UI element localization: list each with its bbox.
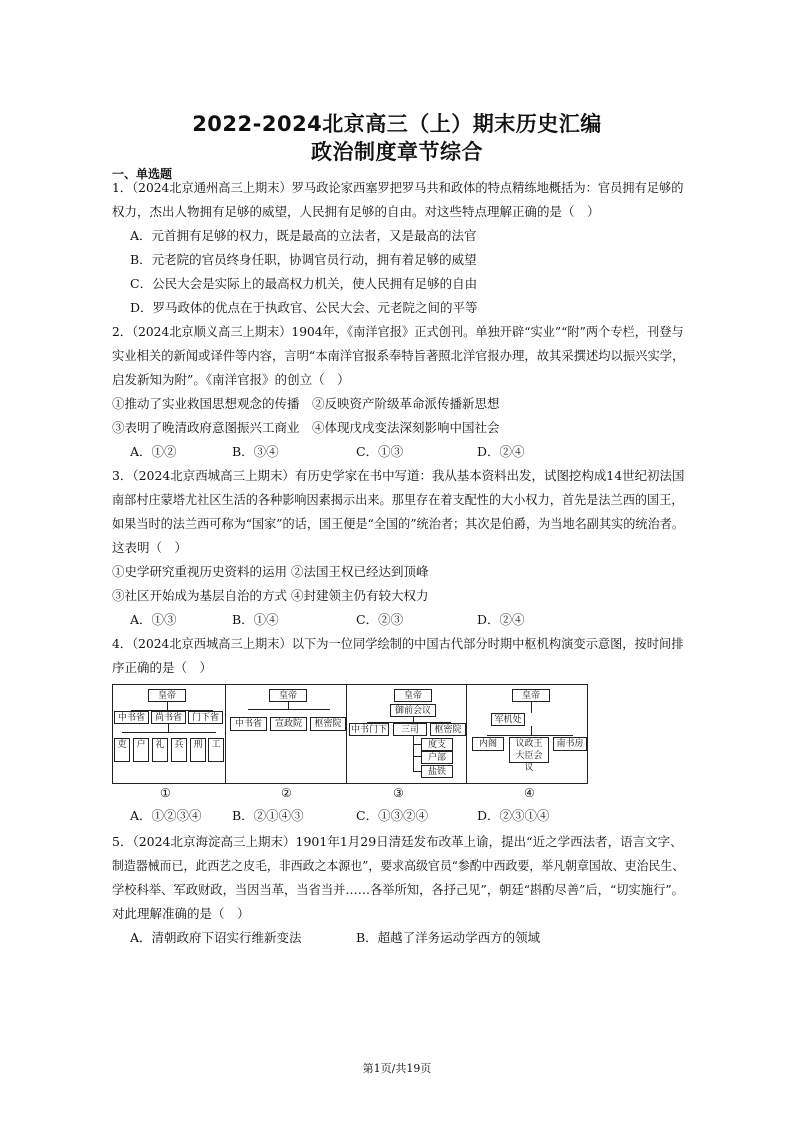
diagram-label-4: ④ xyxy=(524,786,535,800)
question-1-option-b: B．元老院的官员终身任职，协调官员行动，拥有着足够的威望 xyxy=(130,252,477,267)
question-3-option-c: C．②③ xyxy=(356,612,404,627)
question-2-option-c: C．①③ xyxy=(356,444,404,459)
council-box: 御前会议 xyxy=(390,704,436,717)
sub-office-box: 盐铁 xyxy=(421,765,453,778)
question-4-option-d: D．②③①④ xyxy=(477,808,550,823)
ministry-box: 户 xyxy=(133,738,149,762)
ministry-box: 工 xyxy=(208,738,224,762)
institution-diagram xyxy=(112,684,588,784)
diagram-panel-4 xyxy=(466,685,587,783)
office-box: 南书房 xyxy=(553,737,587,751)
question-3-text: 南部村庄蒙塔尤社区生活的各种影响因素揭示出来。那里存在着支配性的大小权力，首先是法兰西的国王， xyxy=(112,492,684,507)
question-4-text: 4．（2024北京西城高三上期末）以下为一位同学绘制的中国古代部分时期中枢机构演变示意图，按时间排 xyxy=(112,636,684,651)
question-3-statements: ①史学研究重视历史资料的运用 ②法国王权已经达到顶峰 xyxy=(112,564,429,579)
office-box: 三司 xyxy=(393,723,427,736)
office-box: 中书省 xyxy=(114,711,149,724)
question-3-statements: ③社区开始成为基层自治的方式 ④封建领主仍有较大权力 xyxy=(112,588,429,603)
ministry-box: 吏 xyxy=(114,738,130,762)
office-box: 枢密院 xyxy=(310,717,346,731)
office-box: 门下省 xyxy=(188,711,223,724)
office-box: 中书省 xyxy=(230,717,267,731)
question-1-option-c: C．公民大会是实际上的最高权力机关，使人民拥有足够的自由 xyxy=(130,276,478,291)
question-4-option-b: B．②①④③ xyxy=(232,808,304,823)
question-2-text: 启发新知为附”。《南洋官报》的创立（ ） xyxy=(112,372,350,387)
emperor-box: 皇帝 xyxy=(394,689,432,702)
question-2-text: 2．（2024北京顺义高三上期末）1904年，《南洋官报》正式创刊。单独开辟“实业”“附”两个专栏，刊登与 xyxy=(112,324,684,339)
diagram-label-2: ② xyxy=(281,786,292,800)
question-5-text: 制造器械而已，此西艺之皮毛，非西政之本源也”，要求高级官员“参酌中西政要，举凡朝章国故、吏治民生、 xyxy=(112,858,685,873)
diagram-label-3: ③ xyxy=(393,786,404,800)
question-3-text: 这表明（ ） xyxy=(112,540,188,555)
question-5-text: 对此理解准确的是（ ） xyxy=(112,906,250,921)
question-1-option-a: A．元首拥有足够的权力，既是最高的立法者，又是最高的法官 xyxy=(130,228,477,243)
council-box: 军机处 xyxy=(491,713,525,726)
question-1-text: 权力，杰出人物拥有足够的威望，人民拥有足够的自由。对这些特点理解正确的是（ ） xyxy=(112,204,600,219)
ministry-box: 礼 xyxy=(152,738,168,762)
question-5-text: 5．（2024北京海淀高三上期末）1901年1月29日清廷发布改革上谕，提出“近之学西法者，语言文字、 xyxy=(112,834,683,849)
question-4-text: 序正确的是（ ） xyxy=(112,660,213,675)
question-2-statements: ①推动了实业救国思想观念的传播 ②反映资产阶级革命派传播新思想 xyxy=(112,396,500,411)
diagram-panel-3 xyxy=(346,685,466,783)
question-1-option-d: D．罗马政体的优点在于执政官、公民大会、元老院之间的平等 xyxy=(130,300,478,315)
office-box: 中书门下 xyxy=(350,725,387,735)
question-4-option-c: C．①③②④ xyxy=(356,808,429,823)
document-subtitle: 政治制度章节综合 xyxy=(311,140,483,164)
question-4-option-a: A．①②③④ xyxy=(130,808,202,823)
ministry-box: 刑 xyxy=(190,738,206,762)
question-5-option-b: B．超越了洋务运动学西方的领域 xyxy=(356,930,541,945)
sub-office-box: 度支 xyxy=(421,738,453,751)
question-2-statements: ③表明了晚清政府意图振兴工商业 ④体现戊戌变法深刻影响中国社会 xyxy=(112,420,500,435)
emperor-box: 皇帝 xyxy=(269,689,307,702)
office-box: 宣政院 xyxy=(270,717,307,731)
question-3-option-b: B．①④ xyxy=(232,612,279,627)
emperor-box: 皇帝 xyxy=(512,689,550,702)
office-box: 枢密院 xyxy=(430,723,466,736)
question-3-option-d: D．②④ xyxy=(477,612,525,627)
emperor-box: 皇帝 xyxy=(148,689,186,702)
office-box: 议政王大臣会议 xyxy=(509,737,549,763)
document-title: 2022-2024北京高三（上）期末历史汇编 xyxy=(192,112,602,136)
question-1-text: 1．（2024北京通州高三上期末）罗马政论家西塞罗把罗马共和政体的特点精练地概括为：官员拥有足够的 xyxy=(112,180,684,195)
page-footer: 第1页/共19页 xyxy=(362,1062,432,1075)
sub-office-box: 户部 xyxy=(421,751,453,764)
diagram-panel-2 xyxy=(225,685,346,783)
question-2-option-d: D．②④ xyxy=(477,444,525,459)
ministry-box: 兵 xyxy=(171,738,187,762)
question-2-text: 实业相关的新闻或译件等内容，言明“本南洋官报系奉特旨著照北洋官报办理，故其采撰述均以振兴实学， xyxy=(112,348,685,363)
diagram-panel-1 xyxy=(113,685,225,783)
question-3-option-a: A．①③ xyxy=(130,612,177,627)
office-box: 内阁 xyxy=(472,737,504,751)
question-5-option-a: A．清朝政府下诏实行维新变法 xyxy=(130,930,302,945)
question-3-text: 3．（2024北京西城高三上期末）有历史学家在书中写道：我从基本资料出发，试图挖构成14世纪初法国 xyxy=(112,468,685,483)
diagram-label-1: ① xyxy=(160,786,171,800)
question-5-text: 学校科举、军政财政，当因当革，当省当并……各举所知，各抒己见”，朝廷“斟酌尽善”后，“切实施行”。 xyxy=(112,882,684,897)
question-2-option-b: B．③④ xyxy=(232,444,279,459)
office-box: 尚书省 xyxy=(151,711,186,724)
question-2-option-a: A．①② xyxy=(130,444,177,459)
section-heading: 一、单选题 xyxy=(112,167,173,181)
question-3-text: 如果当时的法兰西可称为“国家”的话，国王便是“全国的”统治者；其次是伯爵，为当地名副其实的统治者。 xyxy=(112,516,685,531)
